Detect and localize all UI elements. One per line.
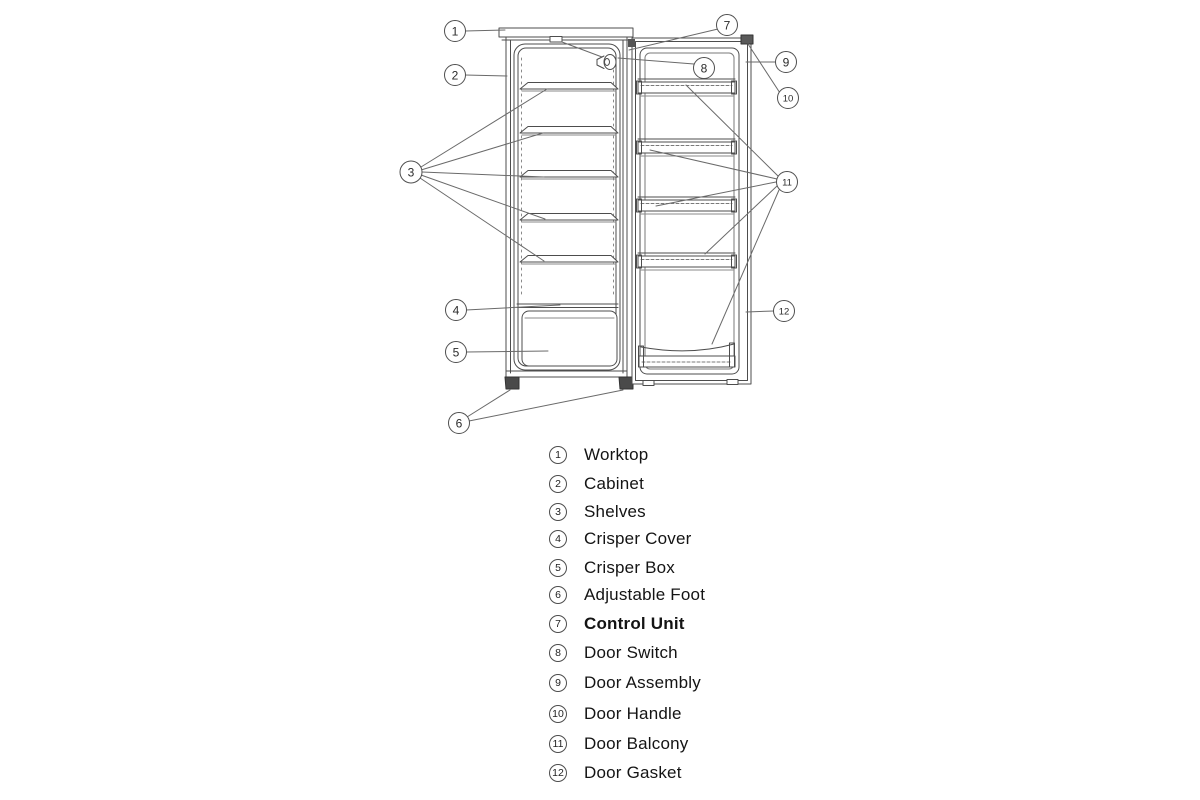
callout-12 bbox=[774, 301, 795, 322]
legend-item-label: Door Assembly bbox=[584, 672, 701, 692]
callout-4 bbox=[446, 300, 467, 321]
svg-text:6: 6 bbox=[455, 416, 463, 431]
svg-text:2: 2 bbox=[451, 68, 459, 83]
adjustable-foot-left bbox=[505, 377, 519, 389]
door-handle-tab bbox=[741, 35, 753, 44]
legend-number-badge: 12 bbox=[549, 764, 567, 782]
legend-item-label: Door Balcony bbox=[584, 733, 689, 753]
door-balcony-4 bbox=[637, 253, 737, 270]
svg-text:12: 12 bbox=[778, 306, 790, 318]
legend-number-badge: 11 bbox=[549, 735, 567, 753]
callout-5 bbox=[446, 342, 467, 363]
callout-8 bbox=[694, 58, 715, 79]
door-drawing bbox=[628, 35, 753, 386]
callout-3 bbox=[400, 161, 422, 183]
legend-item-label: Crisper Cover bbox=[584, 528, 692, 548]
legend-number-badge: 3 bbox=[549, 503, 567, 521]
svg-text:11: 11 bbox=[782, 177, 792, 189]
legend-number-badge: 10 bbox=[549, 705, 567, 723]
door-balcony-1 bbox=[637, 79, 737, 96]
legend-number-badge: 4 bbox=[549, 530, 567, 548]
callout-2 bbox=[445, 65, 466, 86]
legend-item-label: Cabinet bbox=[584, 473, 644, 493]
legend-number-badge: 8 bbox=[549, 644, 567, 662]
svg-text:5: 5 bbox=[452, 345, 460, 360]
svg-text:10: 10 bbox=[782, 93, 794, 105]
door-bottom-pad-left bbox=[643, 381, 654, 386]
callout-10 bbox=[778, 88, 799, 109]
callout-1 bbox=[445, 21, 466, 42]
callout-7 bbox=[717, 15, 738, 36]
adjustable-foot-right bbox=[619, 377, 633, 389]
legend-number-badge: 2 bbox=[549, 475, 567, 493]
legend-number-badge: 1 bbox=[549, 446, 567, 464]
svg-text:8: 8 bbox=[700, 61, 708, 76]
svg-text:1: 1 bbox=[451, 24, 459, 39]
svg-text:4: 4 bbox=[452, 303, 460, 318]
callout-9 bbox=[776, 52, 797, 73]
legend-item-label: Shelves bbox=[584, 501, 646, 521]
legend-item-label: Control Unit bbox=[584, 613, 685, 633]
legend-number-badge: 9 bbox=[549, 674, 567, 692]
svg-text:3: 3 bbox=[407, 165, 415, 180]
legend-item-label: Crisper Box bbox=[584, 557, 676, 577]
svg-text:9: 9 bbox=[782, 55, 790, 70]
crisper-box-shape bbox=[522, 311, 617, 366]
legend-item-label: Door Switch bbox=[584, 642, 678, 662]
door-hinge-mark bbox=[628, 39, 635, 47]
legend-item-label: Door Handle bbox=[584, 703, 682, 723]
door-bottom-pad-right bbox=[727, 380, 738, 385]
door-balcony-2 bbox=[637, 139, 737, 156]
legend-item-label: Adjustable Foot bbox=[584, 584, 706, 604]
svg-text:7: 7 bbox=[723, 18, 731, 33]
callout-6 bbox=[449, 413, 470, 434]
legend-item-label: Door Gasket bbox=[584, 762, 682, 782]
callout-11 bbox=[777, 172, 798, 193]
worktop-shape bbox=[499, 28, 633, 42]
legend-item-label: Worktop bbox=[584, 444, 649, 464]
cabinet-drawing bbox=[499, 28, 633, 389]
legend-number-badge: 7 bbox=[549, 615, 567, 633]
legend-number-badge: 6 bbox=[549, 586, 567, 604]
legend-number-badge: 5 bbox=[549, 559, 567, 577]
